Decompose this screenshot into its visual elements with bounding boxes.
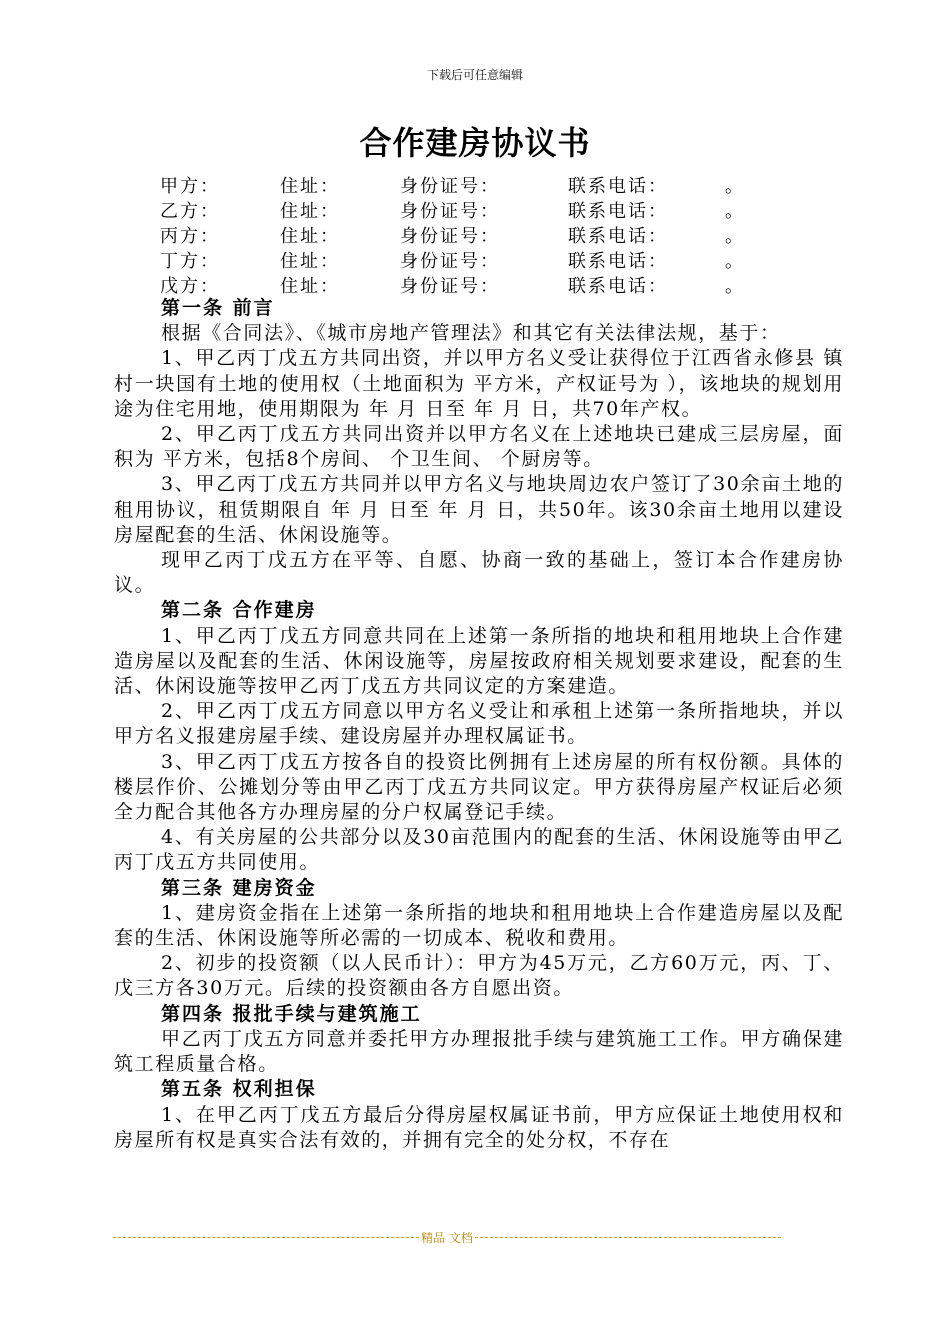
section-heading-5: 第五条 权利担保	[161, 1078, 317, 1101]
party-id-label: 身份证号：	[400, 201, 500, 222]
paragraph: 1、在甲乙丙丁戊五方最后分得房屋权属证书前，甲方应保证土地使用权和房屋所有权是真实合法有效的，并拥有完全的处分权，不存在	[114, 1103, 844, 1151]
party-row-bing	[160, 224, 800, 249]
paragraph: 3、甲乙丙丁戊五方共同并以甲方名义与地块周边农户签订了30余亩土地的租用协议，租赁期限自 年 月 日至 年 月 日，共50年。该30余亩土地用以建设房屋配套的生活、休闲设施等。	[114, 473, 844, 546]
party-address-label: 住址：	[280, 176, 340, 197]
party-end-mark: 。	[725, 251, 745, 272]
party-id-label: 身份证号：	[400, 276, 500, 297]
party-list	[160, 174, 800, 299]
party-address-label: 住址：	[280, 201, 340, 222]
header-note: 下载后可任意编辑	[426, 68, 523, 82]
party-phone-label: 联系电话：	[568, 251, 668, 272]
paragraph: 甲乙丙丁戊五方同意并委托甲方办理报批手续与建筑施工工作。甲方确保建筑工程质量合格。	[114, 1027, 844, 1076]
agreement-body	[114, 296, 844, 1153]
footer-dash-right	[475, 1237, 781, 1238]
party-phone-label: 联系电话：	[568, 276, 668, 297]
party-row-yi	[160, 199, 800, 224]
party-end-mark: 。	[725, 276, 745, 297]
party-phone-label: 联系电话：	[568, 176, 668, 197]
paragraph: 1、甲乙丙丁戊五方共同出资，并以甲方名义受让获得位于江西省永修县 镇 村一块国有土地的使用权（土地面积为 平方米，产权证号为 ），该地块的规划用途为住宅用地，使用期限为 年 月 日至 年 月 日，共70年产权。	[114, 347, 844, 420]
paragraph: 2、甲乙丙丁戊五方同意以甲方名义受让和承租上述第一条所指地块，并以甲方名义报建房屋手续、建设房屋并办理权属证书。	[114, 700, 844, 748]
party-address-label: 住址：	[280, 226, 340, 247]
document-title: 合作建房协议书	[359, 124, 591, 162]
section-heading-3: 第三条 建房资金	[161, 876, 317, 899]
party-phone-label: 联系电话：	[568, 201, 668, 222]
party-name: 乙方：	[160, 201, 220, 222]
party-end-mark: 。	[725, 201, 745, 222]
paragraph: 3、甲乙丙丁戊五方按各自的投资比例拥有上述房屋的所有权份额。具体的楼层作价、公摊划分等由甲乙丙丁戊五方共同议定。甲方获得房屋产权证后必须全力配合其他各方办理房屋的分户权属登记手续。	[114, 750, 844, 824]
party-end-mark: 。	[725, 176, 745, 197]
party-id-label: 身份证号：	[400, 251, 500, 272]
party-address-label: 住址：	[280, 276, 340, 297]
party-name: 丙方：	[160, 226, 220, 247]
party-address-label: 住址：	[280, 251, 340, 272]
party-id-label: 身份证号：	[400, 176, 500, 197]
party-phone-label: 联系电话：	[568, 226, 668, 247]
paragraph: 现甲乙丙丁戊五方在平等、自愿、协商一致的基础上，签订本合作建房协议。	[114, 549, 844, 597]
section-heading-4: 第四条 报批手续与建筑施工	[161, 1002, 422, 1025]
party-row-ding	[160, 249, 800, 274]
paragraph: 根据《合同法》、《城市房地产管理法》和其它有关法律法规，基于：	[161, 322, 781, 345]
party-id-label: 身份证号：	[400, 226, 500, 247]
paragraph: 2、甲乙丙丁戊五方共同出资并以甲方名义在上述地块已建成三层房屋，面积为 平方米，包括8个房间、 个卫生间、 个厨房等。	[114, 423, 844, 471]
section-heading-2: 第二条 合作建房	[161, 599, 317, 622]
party-name: 丁方：	[160, 251, 220, 272]
footer-dash-left	[113, 1237, 419, 1238]
paragraph: 4、有关房屋的公共部分以及30亩范围内的配套的生活、休闲设施等由甲乙丙丁戊五方共同使用。	[114, 826, 844, 874]
footer-divider	[113, 1226, 781, 1248]
footer-mark: 精品 文档	[421, 1230, 473, 1245]
paragraph: 1、甲乙丙丁戊五方同意共同在上述第一条所指的地块和租用地块上合作建造房屋以及配套的生活、休闲设施等，房屋按政府相关规划要求建设，配套的生活、休闲设施等按甲乙丙丁戊五方共同议定的方案建造。	[114, 624, 844, 698]
party-name: 戊方：	[160, 276, 220, 297]
party-row-jia	[160, 174, 800, 199]
party-end-mark: 。	[725, 226, 745, 247]
paragraph: 1、建房资金指在上述第一条所指的地块和租用地块上合作建造房屋以及配套的生活、休闲设施等所必需的一切成本、税收和费用。	[114, 901, 844, 950]
paragraph: 2、初步的投资额（以人民币计）：甲方为45万元，乙方60万元，丙、丁、戊三方各30万元。后续的投资额由各方自愿出资。	[114, 952, 844, 1000]
party-name: 甲方：	[160, 176, 220, 197]
section-heading-1: 第一条 前言	[161, 297, 275, 319]
